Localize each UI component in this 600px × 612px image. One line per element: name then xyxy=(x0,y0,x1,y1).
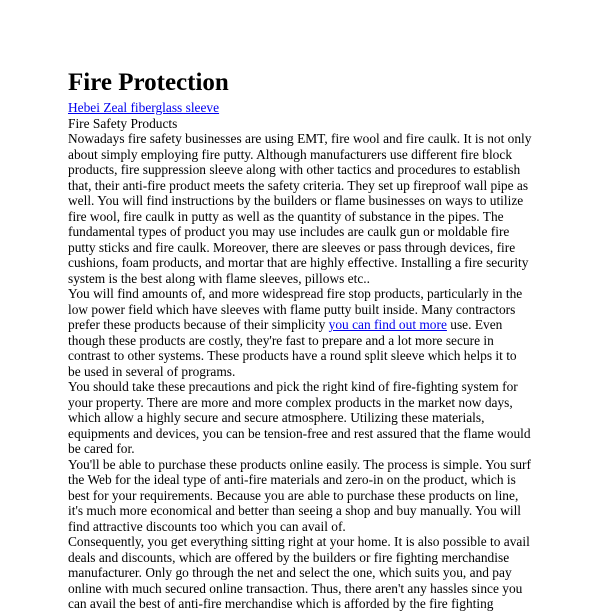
text-line: putty sticks and fire caulk. Moreover, there are sleeves or pass through devices, fire xyxy=(68,239,516,255)
paragraph-5 xyxy=(68,534,548,612)
paragraph-1 xyxy=(68,131,548,286)
document-content xyxy=(68,67,548,612)
text-line: best for your requirements. Because you are able to purchase these products on line, xyxy=(68,487,519,503)
text-line: equipments and devices, you can be tension-free and rest assured that the flame would xyxy=(68,425,531,441)
text-line: manufacturer. Only go through the net and select the one, which suits you, and pay xyxy=(68,565,512,580)
text-line: the Web for the ideal type of anti-fire materials and zero-in on the product, which is xyxy=(68,472,516,487)
paragraph-2 xyxy=(68,286,548,379)
text-line: system is the best along with flame sleeves, pillows etc.. xyxy=(68,270,370,286)
text-line: cushions, foam products, and mortar that are highly effective. Installing a fire security xyxy=(68,255,529,270)
text-line: be cared for. xyxy=(68,441,135,456)
text-line: Consequently, you get everything sitting right at your home. It is also possible to avail xyxy=(68,534,530,549)
text-line: though these products are costly, they're fast to prepare and a lot more secure in xyxy=(68,332,494,348)
find-out-more-link[interactable]: you can find out more xyxy=(328,317,447,332)
link-line-post-text: use. Even xyxy=(446,317,503,332)
subtitle: Fire Safety Products xyxy=(68,115,178,131)
text-line: well. You will find instructions by the builders or flame businesses on ways to utilize xyxy=(68,193,524,208)
paragraph-3 xyxy=(68,379,548,457)
text-line: find attractive discounts too which you can avail of. xyxy=(68,518,346,534)
text-line: online with much secured online transaction. Thus, there aren't any hassles since you xyxy=(68,580,523,596)
text-line: that, their anti-fire product meets the safety criteria. They set up fireproof wall pipe as xyxy=(68,177,529,193)
text-line: which allow a highly secure and secure atmosphere. Utilizing these materials, xyxy=(68,410,485,425)
hebei-zeal-fiberglass-sleeve-link[interactable]: Hebei Zeal fiberglass sleeve xyxy=(68,100,220,115)
text-line: You'll be able to purchase these products online easily. The process is simple. You surf xyxy=(68,456,531,472)
text-line: fundamental types of product you may use includes are caulk gun or moldable fire xyxy=(68,224,510,239)
text-line: be used in several of programs. xyxy=(68,363,236,379)
link-line-pre-text: prefer these products because of their simplicity xyxy=(68,317,329,332)
text-line: low power field which have sleeves with flame putty built inside. Many contractors xyxy=(68,301,516,317)
text-line: contrast to other systems. These products have a round split sleeve which helps it to xyxy=(68,348,517,363)
top-link-line xyxy=(68,100,548,116)
text-line: You should take these precautions and pick the right kind of fire-fighting system for xyxy=(68,379,518,394)
text-line: fire wool, fire caulk in putty as well as the quantity of substance in the pipes. The xyxy=(68,208,504,224)
paragraph-4 xyxy=(68,457,548,535)
text-line-clipped: can avail the best of anti-fire merchandise which is afforded by the fire fighting xyxy=(68,596,494,611)
text-line-with-link xyxy=(68,317,548,333)
text-line: Nowadays fire safety businesses are using EMT, fire wool and fire caulk. It is not only xyxy=(68,131,532,146)
text-line: about simply employing fire putty. Although manufacturers use different fire block xyxy=(68,146,513,162)
text-line: your property. There are more and more complex products in the market now days, xyxy=(68,394,513,410)
text-line: You will find amounts of, and more widespread fire stop products, particularly in the xyxy=(68,286,523,301)
text-line: products, fire suppression sleeve along with other tactics and procedures to establish xyxy=(68,162,521,177)
text-line: deals and discounts, which are offered by the builders or fire fighting merchandise xyxy=(68,549,510,565)
text-line: it's much more economical and better than seeing a shop and buy manually. You will xyxy=(68,503,522,518)
page-title: Fire Protection xyxy=(68,69,229,96)
